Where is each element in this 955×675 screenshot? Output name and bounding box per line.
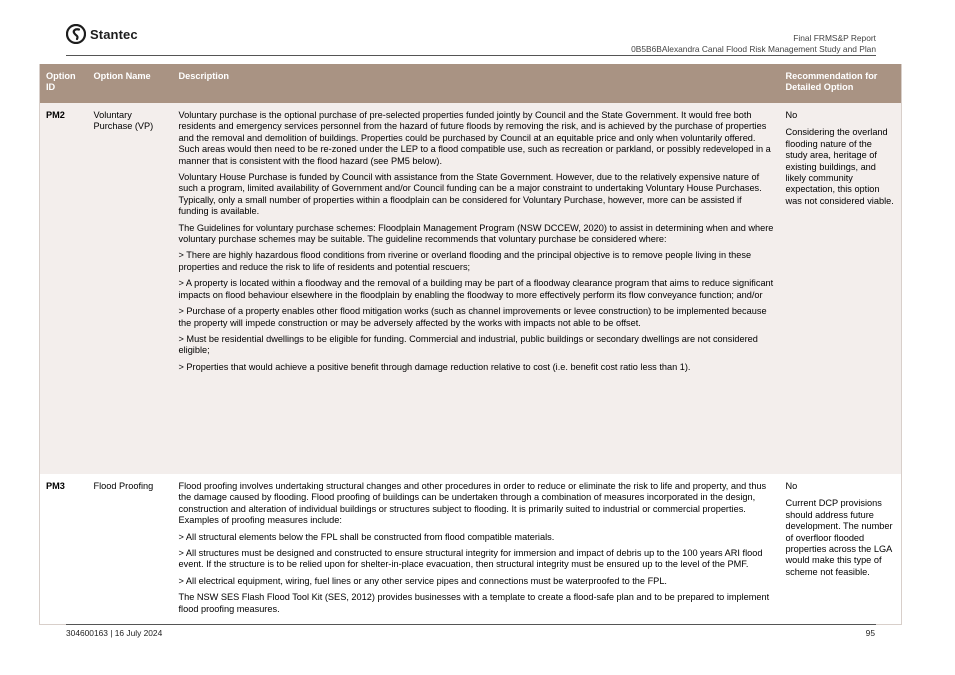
footer-divider: [66, 624, 876, 625]
page-number: 95: [865, 628, 875, 638]
recommendation-cell: [780, 103, 902, 474]
table-row: [40, 474, 902, 625]
col-header-option-id: Option ID: [40, 64, 88, 103]
header-divider: [66, 55, 876, 56]
table-row: [40, 103, 902, 474]
description-cell: [173, 474, 780, 625]
stantec-logo: [66, 24, 138, 44]
description-paragraph: > Purchase of a property enables other flood mitigation works (such as channel improvements or levee construction) to be implemented because the property will impede construction or may be adversely affected by the works with impacts not able to be offset.: [178, 306, 767, 328]
description-paragraph: > Properties that would achieve a positive benefit through damage reduction relative to cost (i.e. benefit cost ratio less than 1).: [178, 361, 691, 372]
description-paragraph: Voluntary purchase is the optional purchase of pre-selected properties funded jointly by Council and the State Government. It would free both residents and emergency services personnel from the hazard of future floods by removing the risk, and is achieved by the purchase of properties and the removal and demolition of buildings. Properties could be purchased by Council at an equitable price and only when voluntarily offered. Such areas would then need to be re-zoned under the LEP to a flood compatible use, such as recreation or parkland, or possibly redeveloped in a manner that is consistent with the flood hazard (see PM5 below).: [178, 110, 771, 166]
stantec-swirl-icon: [66, 24, 86, 44]
document-reference: 304600163 | 16 July 2024: [66, 628, 163, 638]
description-paragraph: The NSW SES Flash Flood Tool Kit (SES, 2012) provides businesses with a template to create a flood-safe plan and to be prepared to implement flood proofing measures.: [178, 592, 770, 614]
description-paragraph: > All structural elements below the FPL shall be constructed from flood compatible materials.: [178, 531, 555, 542]
col-header-option-name: Option Name: [88, 64, 173, 103]
report-header: [631, 33, 876, 55]
description-paragraph: > Must be residential dwellings to be eligible for funding. Commercial and industrial, public buildings or secondary dwellings are not considered eligible;: [178, 333, 758, 356]
recommendation-verdict: No: [785, 481, 798, 491]
description-paragraph: > There are highly hazardous flood conditions from riverine or overland flooding and the principal objective is to remove people living in these properties and reduce the risk to life of residents and potential rescuers;: [178, 250, 752, 272]
recommendation-reason: Considering the overland flooding nature of the study area, heritage of existing buildings, and likely community expectation, this option was not considered viable.: [785, 127, 894, 206]
options-table: [39, 64, 902, 625]
recommendation-verdict: No: [785, 110, 798, 120]
report-title: Final FRMS&P Report: [793, 33, 876, 43]
brand-name: Stantec: [90, 26, 138, 42]
col-header-description: Description: [173, 64, 780, 103]
description-cell: [173, 103, 780, 474]
description-paragraph: Voluntary House Purchase is funded by Council with assistance from the State Government. However, due to the relatively expensive nature of such a program, limited availability of Government and/or Council funding can be a major constraint to undertaking Voluntary House Purchases. Typically, only a small number of properties within a floodplain can be considered for Voluntary Purchase, however, more can be assisted if funding is available.: [178, 172, 762, 217]
description-paragraph: > All structures must be designed and constructed to ensure structural integrity for immersion and impact of debris up to the 100 years ARI flood event. If the structure is to be relied upon for shelter-in-place evacuation, then structural integrity must be ensured up to the level of the PMF.: [178, 548, 763, 570]
option-name-cell: Flood Proofing: [88, 474, 173, 625]
description-paragraph: > All electrical equipment, wiring, fuel lines or any other service pipes and connections must be waterproofed to the FPL.: [178, 575, 667, 586]
description-paragraph: > A property is located within a floodway and the removal of a building may be part of a floodway clearance program that aims to reduce significant impacts on flood behaviour elsewhere in the floodplain by enabling the floodway to more effectively perform its flow conveyance function; and/or: [178, 278, 774, 300]
option-id-cell: PM3: [40, 474, 88, 625]
option-id-cell: PM2: [40, 103, 88, 474]
option-name-cell: Voluntary Purchase (VP): [88, 103, 173, 474]
description-paragraph: The Guidelines for voluntary purchase schemes: Floodplain Management Program (NSW DCCEW, 2020) to assist in determining when and where voluntary purchase schemes may be suitable. The guideline recommends that voluntary purchase be considered where:: [178, 222, 774, 245]
recommendation-reason: Current DCP provisions should address future development. The number of overfloor flooded properties across the LGA would make this type of scheme not feasible.: [785, 498, 893, 577]
col-header-recommendation: Recommendation for Detailed Option: [780, 64, 902, 103]
description-paragraph: Flood proofing involves undertaking structural changes and other procedures in order to reduce or eliminate the risk to life and property, and thus the damage caused by flooding. Flood proofing of buildings can be undertaken through a combination of measures incorporated in the design, construction and alteration of individual buildings or structures subject to flooding. It is primarily suited to industrial or commercial properties. Examples of proofing measures include:: [178, 481, 767, 526]
recommendation-cell: [780, 474, 902, 625]
report-subtitle: 0B5B6BAlexandra Canal Flood Risk Management Study and Plan: [631, 44, 876, 54]
table-header-row: [40, 64, 902, 103]
